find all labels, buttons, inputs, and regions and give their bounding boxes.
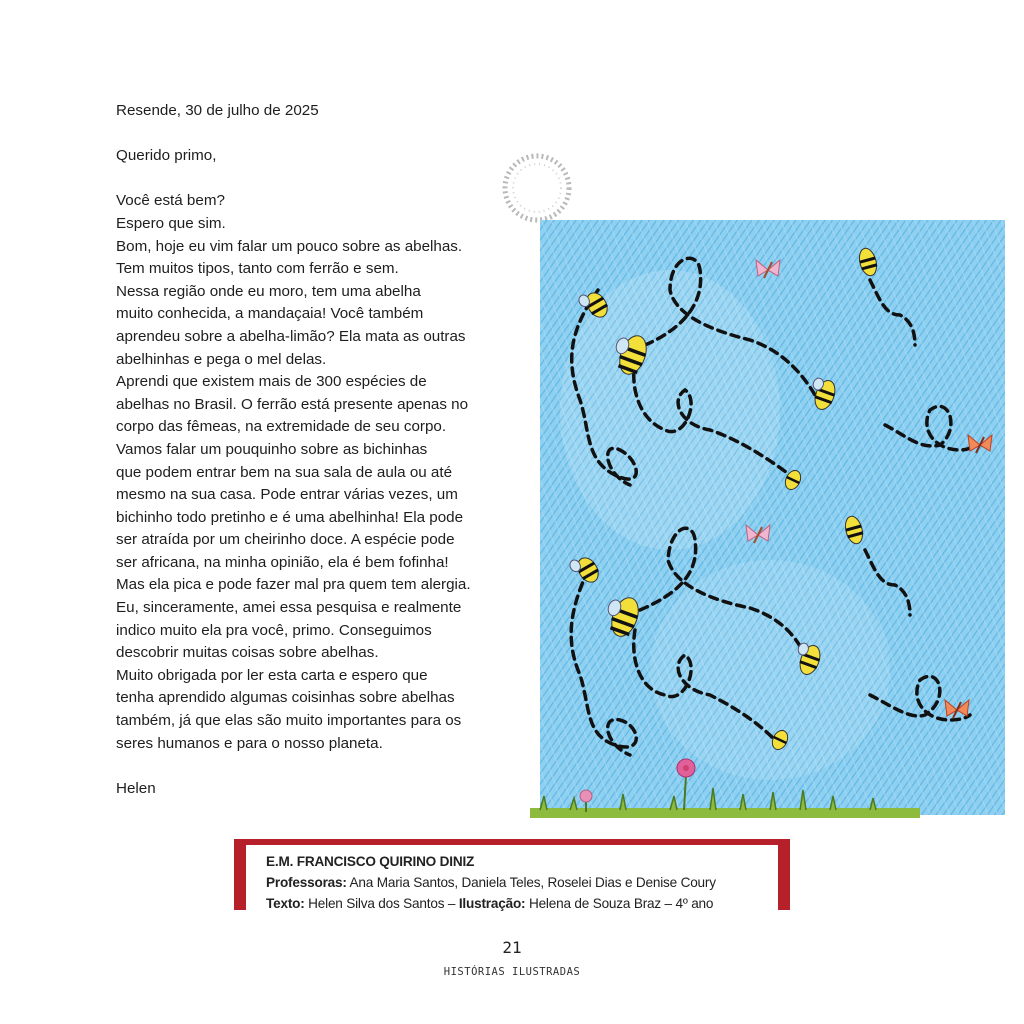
teachers-label: Professoras: bbox=[266, 875, 347, 890]
letter-line: indico muito ela pra você, primo. Conseguimos bbox=[116, 621, 432, 639]
letter-line: Você está bem? bbox=[116, 192, 225, 210]
school-name: E.M. FRANCISCO QUIRINO DINIZ bbox=[266, 854, 475, 869]
bees-illustration bbox=[470, 130, 1005, 820]
letter-line: também, já que elas são muito importantes para os bbox=[116, 712, 462, 730]
letter-line: Mas ela pica e pode fazer mal pra quem tem alergia. bbox=[116, 576, 471, 594]
text-label: Texto: bbox=[266, 896, 305, 911]
illustration-author: Helena de Souza Braz – 4º ano bbox=[525, 896, 714, 911]
letter-line: tenha aprendido algumas coisinhas sobre abelhas bbox=[116, 689, 455, 707]
page-number: 21 bbox=[502, 938, 522, 957]
letter-paragraph bbox=[116, 190, 506, 755]
letter-line: mesmo na sua casa. Pode entrar várias vezes, um bbox=[116, 486, 458, 504]
letter-line: que podem entrar bem na sua sala de aula ou até bbox=[116, 463, 453, 481]
letter-body bbox=[116, 100, 506, 800]
letter-line: descobrir muitas coisas sobre abelhas. bbox=[116, 644, 379, 662]
teachers-line bbox=[266, 872, 778, 893]
sky-background bbox=[540, 220, 1005, 815]
letter-line: ser africana, na minha opinião, ela é bem fofinha! bbox=[116, 553, 449, 571]
letter-line: Bom, hoje eu vim falar um pouco sobre as abelhas. bbox=[116, 237, 463, 255]
letter-line: Nessa região onde eu moro, tem uma abelha bbox=[116, 282, 421, 300]
letter-line: Eu, sinceramente, amei essa pesquisa e realmente bbox=[116, 599, 462, 617]
letter-line: muito conhecida, a mandaçaia! Você também bbox=[116, 305, 424, 323]
letter-line: ser atraída por um cheirinho doce. A espécie pode bbox=[116, 531, 455, 549]
letter-greeting: Querido primo, bbox=[116, 147, 217, 165]
letter-line: Tem muitos tipos, tanto com ferrão e sem. bbox=[116, 260, 399, 278]
illustration-label: Ilustração: bbox=[458, 896, 526, 911]
authors-line bbox=[266, 893, 778, 914]
letter-place-date: Resende, 30 de julho de 2025 bbox=[116, 102, 319, 119]
letter-line: abelhas no Brasil. O ferrão está presente apenas no bbox=[116, 395, 469, 413]
credits-box bbox=[234, 839, 790, 910]
letter-line: Espero que sim. bbox=[116, 214, 226, 232]
letter-line: abelhinhas e pega o mel delas. bbox=[116, 350, 327, 368]
teachers-names: Ana Maria Santos, Daniela Teles, Roselei Dias e Denise Coury bbox=[346, 875, 716, 890]
letter-line: Aprendi que existem mais de 300 espécies de bbox=[116, 373, 427, 391]
letter-signature: Helen bbox=[116, 779, 156, 797]
letter-line: bichinho todo pretinho e é uma abelhinha! Ela pode bbox=[116, 508, 464, 526]
letter-line: Vamos falar um pouquinho sobre as bichinhas bbox=[116, 440, 428, 458]
letter-line: Muito obrigada por ler esta carta e espero que bbox=[116, 666, 428, 684]
text-author: Helen Silva dos Santos – bbox=[304, 896, 459, 911]
running-head: HISTÓRIAS ILUSTRADAS bbox=[443, 966, 581, 978]
sun-icon bbox=[505, 156, 569, 220]
letter-line: seres humanos e para o nosso planeta. bbox=[116, 734, 383, 752]
letter-line: corpo das fêmeas, na extremidade de seu corpo. bbox=[116, 418, 447, 436]
letter-line: aprendeu sobre a abelha-limão? Ela mata as outras bbox=[116, 327, 466, 345]
